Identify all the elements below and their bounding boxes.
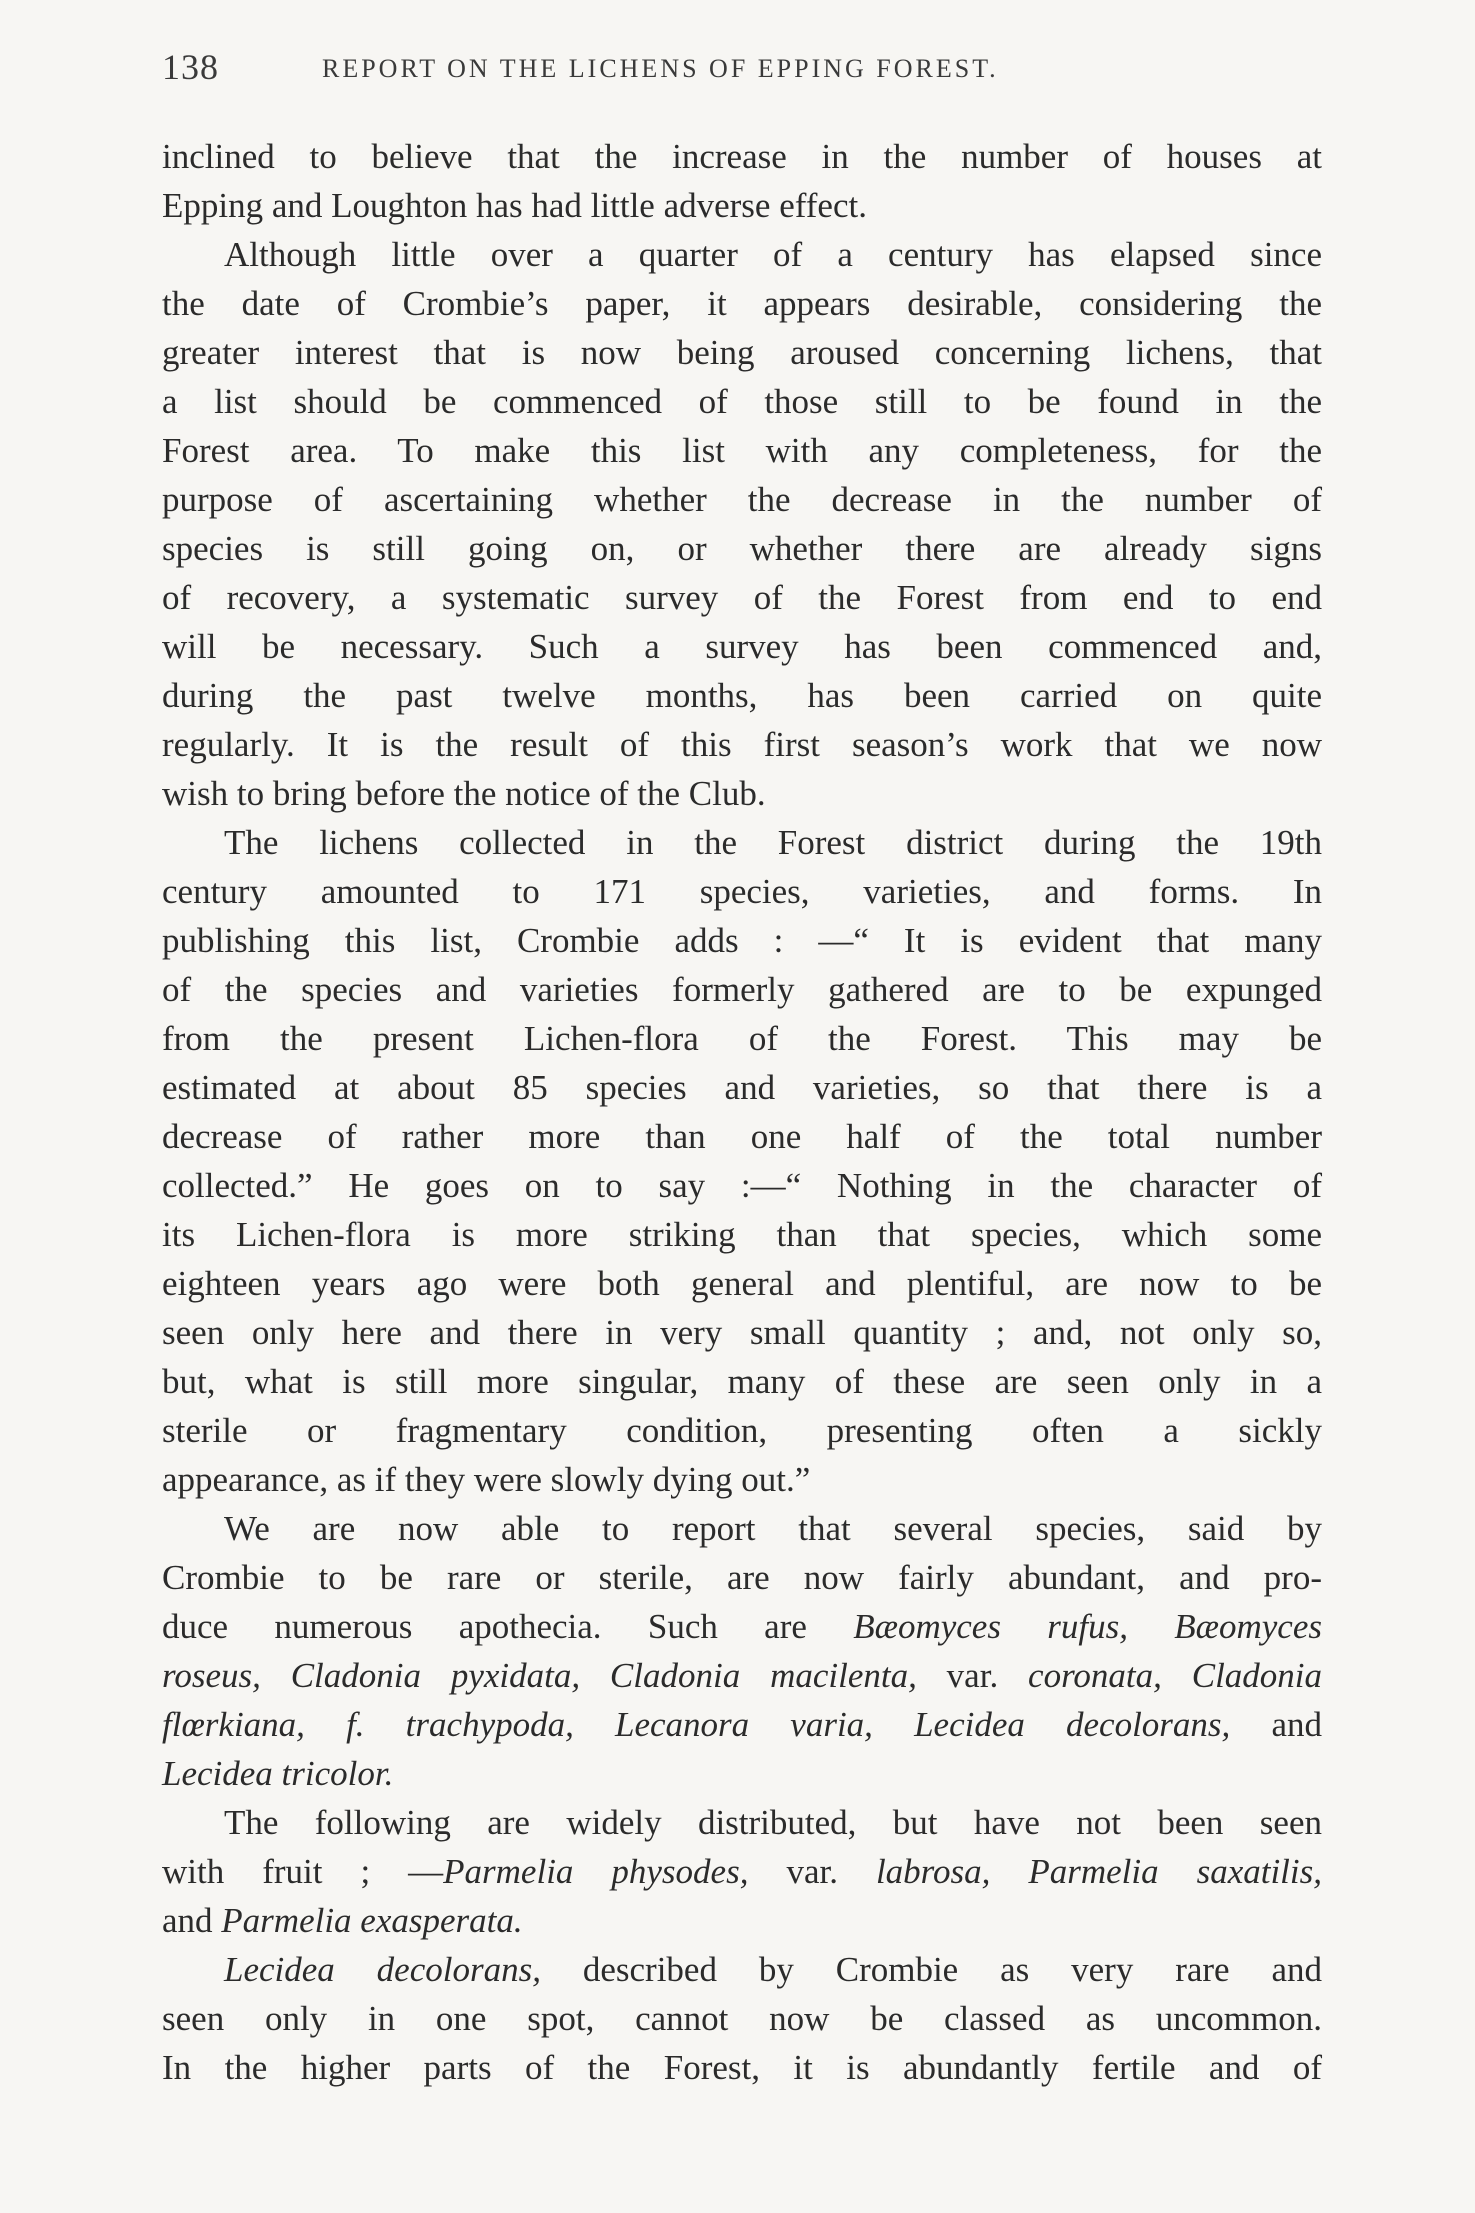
- italic-text-segment: roseus, Cladonia pyxidata, Cladonia macilenta,: [162, 1656, 917, 1695]
- text-line: [162, 524, 1322, 573]
- text-segment: sterile or fragmentary condition, presenting often a sickly: [162, 1411, 1322, 1450]
- text-line: [162, 2043, 1322, 2092]
- text-line: [162, 1259, 1322, 1308]
- text-line: [162, 1553, 1322, 1602]
- body-text: [162, 132, 1322, 2092]
- text-segment: and: [1230, 1705, 1322, 1744]
- text-segment: regularly. It is the result of this first season’s work that we now: [162, 725, 1322, 764]
- text-segment: during the past twelve months, has been carried on quite: [162, 676, 1322, 715]
- text-segment: Crombie to be rare or sterile, are now fairly abundant, and pro-: [162, 1558, 1322, 1597]
- text-segment: a list should be commenced of those still to be found in the: [162, 382, 1322, 421]
- text-line: [162, 328, 1322, 377]
- text-line: [162, 1014, 1322, 1063]
- italic-text-segment: Lecidea decolorans,: [224, 1950, 541, 1989]
- text-segment: var.: [748, 1852, 876, 1891]
- text-segment: estimated at about 85 species and varieties, so that there is a: [162, 1068, 1322, 1107]
- text-line: [162, 1651, 1322, 1700]
- text-segment: its Lichen-flora is more striking than that species, which some: [162, 1215, 1322, 1254]
- text-line: [162, 769, 1322, 818]
- text-segment: inclined to believe that the increase in the number of houses at: [162, 137, 1322, 176]
- text-segment: purpose of ascertaining whether the decrease in the number of: [162, 480, 1322, 519]
- text-segment: appearance, as if they were slowly dying out.”: [162, 1460, 811, 1499]
- text-segment: publishing this list, Crombie adds : —“ It is evident that many: [162, 921, 1322, 960]
- text-line: [162, 1308, 1322, 1357]
- text-line: [162, 1063, 1322, 1112]
- text-line: [162, 1798, 1322, 1847]
- text-line: [162, 720, 1322, 769]
- running-head: [162, 46, 1322, 96]
- italic-text-segment: Parmelia physodes,: [443, 1852, 749, 1891]
- text-segment: Epping and Loughton has had little adverse effect.: [162, 186, 867, 225]
- text-segment: Forest area. To make this list with any completeness, for the: [162, 431, 1322, 470]
- text-line: [162, 671, 1322, 720]
- text-segment: species is still going on, or whether there are already signs: [162, 529, 1322, 568]
- text-segment: In the higher parts of the Forest, it is abundantly fertile and of: [162, 2048, 1322, 2087]
- text-segment: from the present Lichen-flora of the Forest. This may be: [162, 1019, 1322, 1058]
- text-line: [162, 916, 1322, 965]
- running-title: REPORT ON THE LICHENS OF EPPING FOREST.: [322, 54, 999, 83]
- text-segment: The lichens collected in the Forest district during the 19th: [224, 823, 1322, 862]
- text-line: [162, 818, 1322, 867]
- text-segment: but, what is still more singular, many of these are seen only in a: [162, 1362, 1322, 1401]
- text-segment: The following are widely distributed, but have not been seen: [224, 1803, 1322, 1842]
- text-line: [162, 1357, 1322, 1406]
- text-line: [162, 1847, 1322, 1896]
- text-line: [162, 1112, 1322, 1161]
- text-segment: described by Crombie as very rare and: [540, 1950, 1322, 1989]
- page-number: 138: [162, 47, 219, 87]
- text-segment: the date of Crombie’s paper, it appears desirable, considering the: [162, 284, 1322, 323]
- text-segment: wish to bring before the notice of the Club.: [162, 774, 766, 813]
- italic-text-segment: Bæomyces rufus, Bæomyces: [853, 1607, 1322, 1646]
- text-line: [162, 965, 1322, 1014]
- text-line: [162, 1749, 1322, 1798]
- text-line: [162, 230, 1322, 279]
- text-segment: seen only here and there in very small quantity ; and, not only so,: [162, 1313, 1322, 1352]
- text-line: [162, 573, 1322, 622]
- text-line: [162, 1504, 1322, 1553]
- text-segment: of recovery, a systematic survey of the Forest from end to end: [162, 578, 1322, 617]
- text-segment: collected.” He goes on to say :—“ Nothing in the character of: [162, 1166, 1322, 1205]
- text-segment: greater interest that is now being aroused concerning lichens, that: [162, 333, 1322, 372]
- text-line: [162, 1896, 1322, 1945]
- text-line: [162, 279, 1322, 328]
- text-line: [162, 1945, 1322, 1994]
- text-line: [162, 1210, 1322, 1259]
- text-line: [162, 1161, 1322, 1210]
- text-segment: decrease of rather more than one half of the total number: [162, 1117, 1322, 1156]
- text-segment: Although little over a quarter of a century has elapsed since: [224, 235, 1322, 274]
- italic-text-segment: Lecidea tricolor.: [162, 1754, 394, 1793]
- text-segment: will be necessary. Such a survey has been commenced and,: [162, 627, 1322, 666]
- italic-text-segment: Parmelia exasperata.: [221, 1901, 523, 1940]
- text-line: [162, 377, 1322, 426]
- text-line: [162, 181, 1322, 230]
- text-line: [162, 475, 1322, 524]
- text-line: [162, 132, 1322, 181]
- text-segment: with fruit ; —: [162, 1852, 444, 1891]
- text-line: [162, 426, 1322, 475]
- text-line: [162, 1455, 1322, 1504]
- text-segment: var.: [916, 1656, 1029, 1695]
- text-segment: eighteen years ago were both general and plentiful, are now to be: [162, 1264, 1322, 1303]
- italic-text-segment: coronata, Cladonia: [1028, 1656, 1323, 1695]
- italic-text-segment: flœrkiana, f. trachypoda, Lecanora varia, Lecidea decolorans,: [162, 1705, 1231, 1744]
- text-line: [162, 1602, 1322, 1651]
- text-segment: We are now able to report that several species, said by: [224, 1509, 1322, 1548]
- text-segment: of the species and varieties formerly gathered are to be expunged: [162, 970, 1322, 1009]
- text-segment: and: [162, 1901, 222, 1940]
- text-line: [162, 1700, 1322, 1749]
- text-segment: seen only in one spot, cannot now be classed as uncommon.: [162, 1999, 1322, 2038]
- text-segment: duce numerous apothecia. Such are: [162, 1607, 854, 1646]
- text-line: [162, 867, 1322, 916]
- text-line: [162, 1406, 1322, 1455]
- text-line: [162, 1994, 1322, 2043]
- italic-text-segment: labrosa, Parmelia saxatilis,: [875, 1852, 1322, 1891]
- text-line: [162, 622, 1322, 671]
- text-segment: century amounted to 171 species, varieties, and forms. In: [162, 872, 1322, 911]
